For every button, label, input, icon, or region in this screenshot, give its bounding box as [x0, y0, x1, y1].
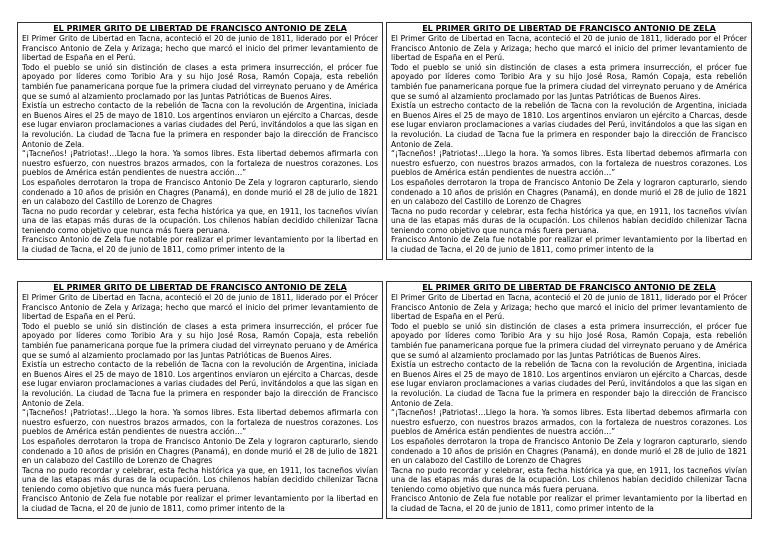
- card-paragraph: El Primer Grito de Libertad en Tacna, aconteció el 20 de junio de 1811, liderado por el Prócer Francisco Antonio de Zela y Arizaga; hecho que marcó el inicio del primer levantamiento de libertad de España en el Perú.: [391, 293, 747, 322]
- card-paragraph: Tacna no pudo recordar y celebrar, esta fecha histórica ya que, en 1911, los tacneños vivían una de las etapas más duras de la ocupación. Los chilenos habían decidido chilenizar Tacna teniendo como objetivo que nunca más fuera peruana.: [391, 465, 747, 494]
- card-paragraph: Los españoles derrotaron la tropa de Francisco Antonio De Zela y lograron capturarlo, siendo condenado a 10 años de prisión en Chagres (Panamá), en donde murió el 28 de julio de 1821 en un calabozo del Castillo de Lorenzo de Chagres: [22, 177, 378, 207]
- card-paragraph: Todo el pueblo se unió sin distinción de clases a esta primera insurrección, el prócer fue apoyado por líderes como Toribio Ara y su hijo José Rosa, Ramón Copaja, esta rebelión también fue panamericana porque fue la primera ciudad del virreynato peruano y de América que se sumó al alzamiento proclamado por las Juntas Patrióticas de Buenos Aires.: [22, 321, 378, 360]
- card-paragraph: Tacna no pudo recordar y celebrar, esta fecha histórica ya que, en 1911, los tacneños vivían una de las etapas más duras de la ocupación. Los chilenos habían decidido chilenizar Tacna teniendo como objetivo que nunca más fuera peruana.: [22, 465, 378, 494]
- card-paragraph: Existía un estrecho contacto de la rebelión de Tacna con la revolución de Argentina, iniciada en Buenos Aires el 25 de mayo de 1810. Los argentinos enviaron un ejército a Charcas, desde ese lugar enviaron proclamaciones a varias ciudades del Perú, invitándolos a que las sigan en la revolución. La ciudad de Tacna fue la primera en responder bajo la dirección de Francisco Antonio de Zela.: [22, 360, 379, 408]
- card-paragraph: Todo el pueblo se unió sin distinción de clases a esta primera insurrección, el prócer fue apoyado por líderes como Toribio Ara y su hijo José Rosa, Ramón Copaja, esta rebelión también fue panamericana porque fue la primera ciudad del virreynato peruano y de América que se sumó al alzamiento proclamado por las Juntas Patrióticas de Buenos Aires.: [22, 62, 378, 101]
- card-paragraph: Tacna no pudo recordar y celebrar, esta fecha histórica ya que, en 1911, los tacneños vivían una de las etapas más duras de la ocupación. Los chilenos habían decidido chilenizar Tacna teniendo como objetivo que nunca más fuera peruana.: [22, 206, 378, 235]
- card-paragraph: Tacna no pudo recordar y celebrar, esta fecha histórica ya que, en 1911, los tacneños vivían una de las etapas más duras de la ocupación. Los chilenos habían decidido chilenizar Tacna teniendo como objetivo que nunca más fuera peruana.: [391, 206, 747, 235]
- card-paragraph: Existía un estrecho contacto de la rebelión de Tacna con la revolución de Argentina, iniciada en Buenos Aires el 25 de mayo de 1810. Los argentinos enviaron un ejército a Charcas, desde ese lugar enviaron proclamaciones a varias ciudades del Perú, invitándolos a que las sigan en la revolución. La ciudad de Tacna fue la primera en responder bajo la dirección de Francisco Antonio de Zela.: [22, 101, 379, 149]
- card-paragraph: Francisco Antonio de Zela fue notable por realizar el primer levantamiento por la libertad en la ciudad de Tacna, el 20 de junio de 1811, como primer intento de la: [391, 494, 747, 514]
- reading-card-bottom-left: [17, 281, 383, 519]
- card-paragraph: Los españoles derrotaron la tropa de Francisco Antonio De Zela y lograron capturarlo, siendo condenado a 10 años de prisión en Chagres (Panamá), en donde murió el 28 de julio de 1821 en un calabozo del Castillo de Lorenzo de Chagres: [391, 177, 747, 207]
- card-paragraph: Francisco Antonio de Zela fue notable por realizar el primer levantamiento por la libertad en la ciudad de Tacna, el 20 de junio de 1811, como primer intento de la: [391, 235, 747, 255]
- reading-card-bottom-right: [386, 281, 752, 519]
- card-paragraph: Todo el pueblo se unió sin distinción de clases a esta primera insurrección, el prócer fue apoyado por líderes como Toribio Ara y su hijo José Rosa, Ramón Copaja, esta rebelión también fue panamericana porque fue la primera ciudad del virreynato peruano y de América que se sumó al alzamiento proclamado por las Juntas Patrióticas de Buenos Aires.: [391, 321, 747, 360]
- reading-card-top-right: [386, 22, 752, 260]
- card-paragraph: “¡Tacneños! ¡Patriotas!…Llego la hora. Ya somos libres. Esta libertad debemos afirmarla con nuestro esfuerzo, con nuestros brazos armados, con la fortaleza de nuestros corazones. Los pueblos de América están pendientes de nuestra acción…”: [391, 408, 747, 437]
- card-paragraph: Existía un estrecho contacto de la rebelión de Tacna con la revolución de Argentina, iniciada en Buenos Aires el 25 de mayo de 1810. Los argentinos enviaron un ejército a Charcas, desde ese lugar enviaron proclamaciones a varias ciudades del Perú, invitándolos a que las sigan en la revolución. La ciudad de Tacna fue la primera en responder bajo la dirección de Francisco Antonio de Zela.: [391, 360, 748, 408]
- card-paragraph: Los españoles derrotaron la tropa de Francisco Antonio De Zela y lograron capturarlo, siendo condenado a 10 años de prisión en Chagres (Panamá), en donde murió el 28 de julio de 1821 en un calabozo del Castillo de Lorenzo de Chagres: [391, 436, 747, 466]
- card-paragraph: Francisco Antonio de Zela fue notable por realizar el primer levantamiento por la libertad en la ciudad de Tacna, el 20 de junio de 1811, como primer intento de la: [22, 494, 378, 514]
- card-title: EL PRIMER GRITO DE LIBERTAD DE FRANCISCO ANTONIO DE ZELA: [53, 24, 347, 33]
- card-paragraph: Existía un estrecho contacto de la rebelión de Tacna con la revolución de Argentina, iniciada en Buenos Aires el 25 de mayo de 1810. Los argentinos enviaron un ejército a Charcas, desde ese lugar enviaron proclamaciones a varias ciudades del Perú, invitándolos a que las sigan en la revolución. La ciudad de Tacna fue la primera en responder bajo la dirección de Francisco Antonio de Zela.: [391, 101, 748, 149]
- reading-card-top-left: [17, 22, 383, 260]
- card-paragraph: Los españoles derrotaron la tropa de Francisco Antonio De Zela y lograron capturarlo, siendo condenado a 10 años de prisión en Chagres (Panamá), en donde murió el 28 de julio de 1821 en un calabozo del Castillo de Lorenzo de Chagres: [22, 436, 378, 466]
- card-paragraph: El Primer Grito de Libertad en Tacna, aconteció el 20 de junio de 1811, liderado por el Prócer Francisco Antonio de Zela y Arizaga; hecho que marcó el inicio del primer levantamiento de libertad de España en el Perú.: [391, 34, 747, 63]
- card-title: EL PRIMER GRITO DE LIBERTAD DE FRANCISCO ANTONIO DE ZELA: [422, 283, 716, 292]
- card-paragraph: Todo el pueblo se unió sin distinción de clases a esta primera insurrección, el prócer fue apoyado por líderes como Toribio Ara y su hijo José Rosa, Ramón Copaja, esta rebelión también fue panamericana porque fue la primera ciudad del virreynato peruano y de América que se sumó al alzamiento proclamado por las Juntas Patrióticas de Buenos Aires.: [391, 62, 747, 101]
- card-title: EL PRIMER GRITO DE LIBERTAD DE FRANCISCO ANTONIO DE ZELA: [53, 283, 347, 292]
- card-paragraph: El Primer Grito de Libertad en Tacna, aconteció el 20 de junio de 1811, liderado por el Prócer Francisco Antonio de Zela y Arizaga; hecho que marcó el inicio del primer levantamiento de libertad de España en el Perú.: [22, 293, 378, 322]
- card-paragraph: El Primer Grito de Libertad en Tacna, aconteció el 20 de junio de 1811, liderado por el Prócer Francisco Antonio de Zela y Arizaga; hecho que marcó el inicio del primer levantamiento de libertad de España en el Perú.: [22, 34, 378, 63]
- card-paragraph: Francisco Antonio de Zela fue notable por realizar el primer levantamiento por la libertad en la ciudad de Tacna, el 20 de junio de 1811, como primer intento de la: [22, 235, 378, 255]
- card-paragraph: “¡Tacneños! ¡Patriotas!…Llego la hora. Ya somos libres. Esta libertad debemos afirmarla con nuestro esfuerzo, con nuestros brazos armados, con la fortaleza de nuestros corazones. Los pueblos de América están pendientes de nuestra acción…”: [22, 149, 378, 178]
- card-title: EL PRIMER GRITO DE LIBERTAD DE FRANCISCO ANTONIO DE ZELA: [422, 24, 716, 33]
- card-paragraph: “¡Tacneños! ¡Patriotas!…Llego la hora. Ya somos libres. Esta libertad debemos afirmarla con nuestro esfuerzo, con nuestros brazos armados, con la fortaleza de nuestros corazones. Los pueblos de América están pendientes de nuestra acción…”: [391, 149, 747, 178]
- card-paragraph: “¡Tacneños! ¡Patriotas!…Llego la hora. Ya somos libres. Esta libertad debemos afirmarla con nuestro esfuerzo, con nuestros brazos armados, con la fortaleza de nuestros corazones. Los pueblos de América están pendientes de nuestra acción…”: [22, 408, 378, 437]
